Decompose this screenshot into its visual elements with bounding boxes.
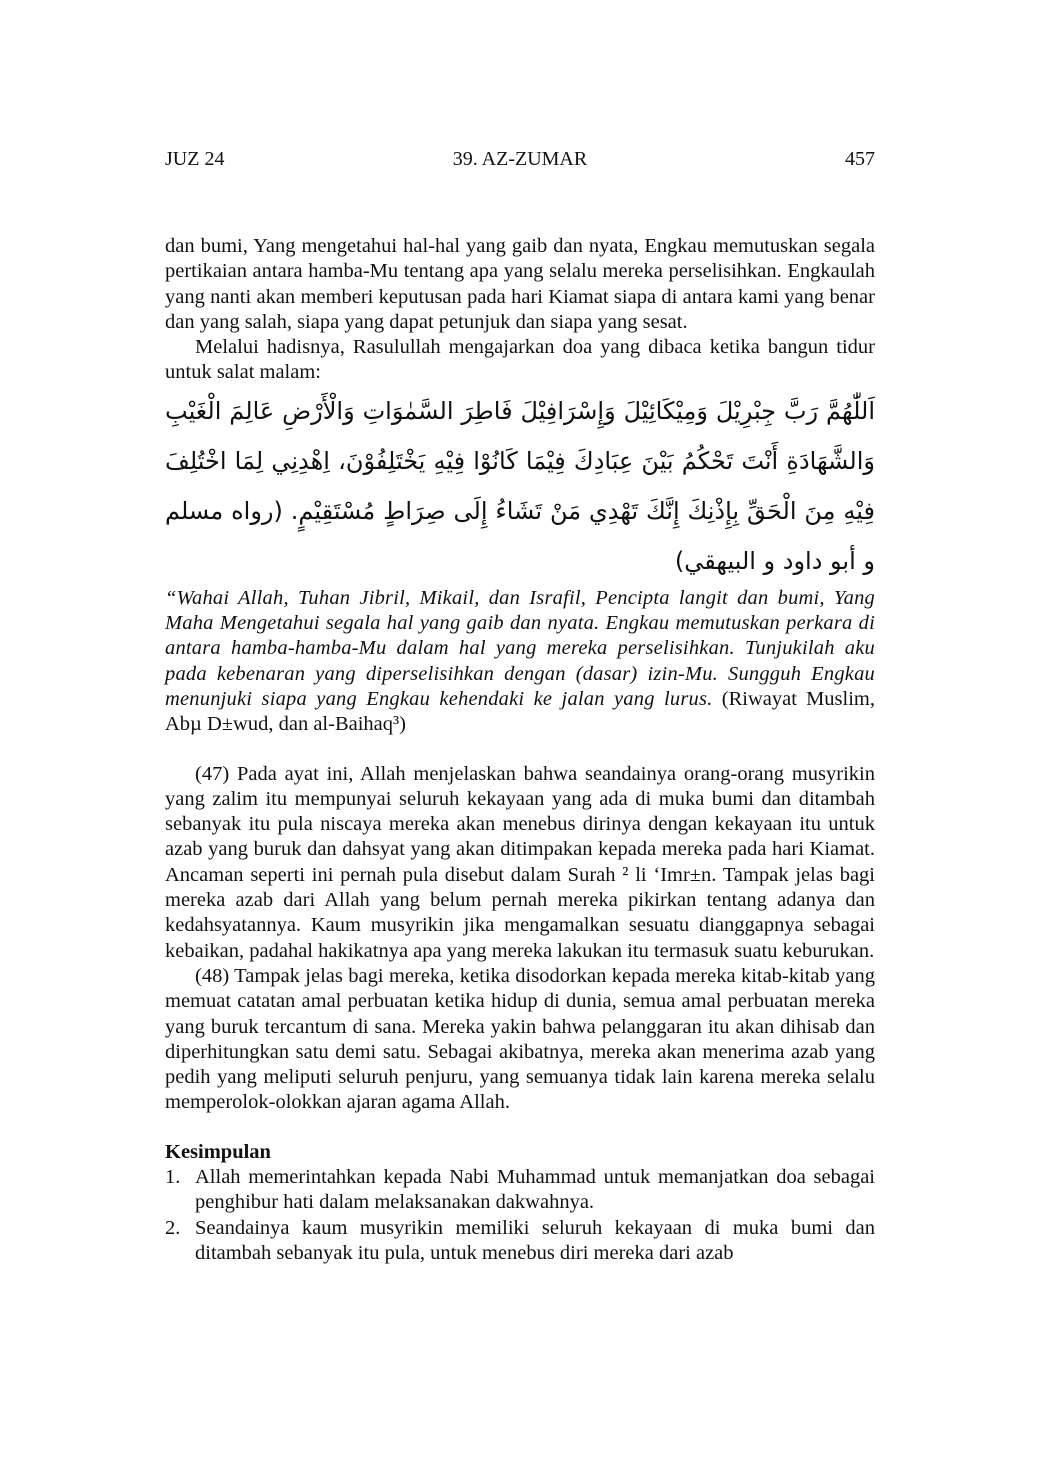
list-item [165,1216,875,1267]
spacer [165,738,875,762]
conclusion-heading: Kesimpulan [165,1140,271,1163]
translation-reference: (Riwayat Muslim, Abµ D±wud, dan al-Baihaq³) [165,687,875,736]
surah-title: 39. AZ-ZUMAR [452,148,588,170]
list-item-text: Allah memerintahkan kepada Nabi Muhammad untuk memanjatkan doa sebagai penghibur hati dalam melaksanakan dakwahnya. [195,1166,875,1214]
running-header [165,146,875,172]
page-body [165,234,875,1266]
conclusion-list [165,1165,875,1266]
list-item-text: Seandainya kaum musyrikin memiliki seluruh kekayaan di muka bumi dan ditambah sebanyak itu pula, untuk menebus diri mereka dari azab [195,1216,875,1264]
prayer-translation [165,586,875,738]
translation-text: “Wahai Allah, Tuhan Jibril, Mikail, dan Israfil, Pencipta langit dan bumi, Yang Maha Mengetahui segala hal yang gaib dan nyata. Engkau memutuskan perkara di antara hamba-hamba-Mu dalam hal yang mereka perselisihkan. Tunjukilah aku pada kebenaran yang diperselisihkan dengan (dasar) izin-Mu. Sungguh Engkau menunjuki siapa yang Engkau kehendaki ke jalan yang lurus. [165,586,875,710]
list-item-number: 2. [165,1216,181,1239]
arabic-prayer: اَللّٰهُمَّ رَبَّ جِبْرِيْلَ وَمِيْكَائِيْلَ وَإِسْرَافِيْلَ فَاطِرَ السَّمٰوَاتِ وَالْأَرْضِ عَالِمَ الْغَيْبِ وَالشَّهَادَةِ أَنْتَ تَحْكُمُ بَيْنَ عِبَادِكَ فِيْمَا كَانُوْا فِيْهِ يَخْتَلِفُوْنَ، اِهْدِنِي لِمَا اخْتُلِفَ فِيْهِ مِنَ الْحَقِّ بِإِذْنِكَ إِنَّكَ تَهْدِي مَنْ تَشَاءُ إِلَى صِرَاطٍ مُسْتَقِيْمٍ. (رواه مسلم و أبو داود و البيهقي) [165,396,875,575]
juz-label: JUZ 24 [165,148,225,170]
spacer [165,1116,875,1140]
hadith-intro: Melalui hadisnya, Rasulullah mengajarkan doa yang dibaca ketika bangun tidur untuk salat malam: [165,336,875,384]
page-number: 457 [845,148,875,170]
list-item-number: 1. [165,1166,181,1189]
paragraph-verse-48: (48) Tampak jelas bagi mereka, ketika disodorkan kepada mereka kitab-kitab yang memuat catatan amal perbuatan ketika hidup di dunia, semua amal perbuatan mereka yang buruk tercantum di sana. Mereka yakin bahwa pelanggaran itu akan dihisab dan diperhitungkan satu demi satu. Sebagai akibatnya, mereka akan menerima azab yang pedih yang meliputi seluruh penjuru, yang semuanya tidak lain karena mereka selalu memperolok-olokkan ajaran agama Allah. [165,964,875,1114]
paragraph-verse-47: (47) Pada ayat ini, Allah menjelaskan bahwa seandainya orang-orang musyrikin yang zalim itu mempunyai seluruh kekayaan yang ada di muka bumi dan ditambah sebanyak itu pula niscaya mereka akan menebus dirinya dengan kekayaan itu untuk azab yang buruk dan dahsyat yang akan ditimpakan kepada mereka pada hari Kiamat. Ancaman seperti ini pernah pula disebut dalam Surah ² li ‘Imr±n. Tampak jelas bagi mereka azab dari Allah yang belum pernah mereka pikirkan tentang adanya dan kedahsyatannya. Kaum musyrikin jika mengamalkan sesuatu dianggapnya sebagai kebaikan, padahal hakikatnya apa yang mereka lakukan itu termasuk suatu keburukan. [165,762,875,962]
intro-paragraph: dan bumi, Yang mengetahui hal-hal yang gaib dan nyata, Engkau memutuskan segala pertikaian antara hamba-Mu tentang apa yang selalu mereka perselisihkan. Engkaulah yang nanti akan memberi keputusan pada hari Kiamat siapa di antara kami yang benar dan yang salah, siapa yang dapat petunjuk dan siapa yang sesat. [165,235,875,333]
list-item [165,1165,875,1216]
